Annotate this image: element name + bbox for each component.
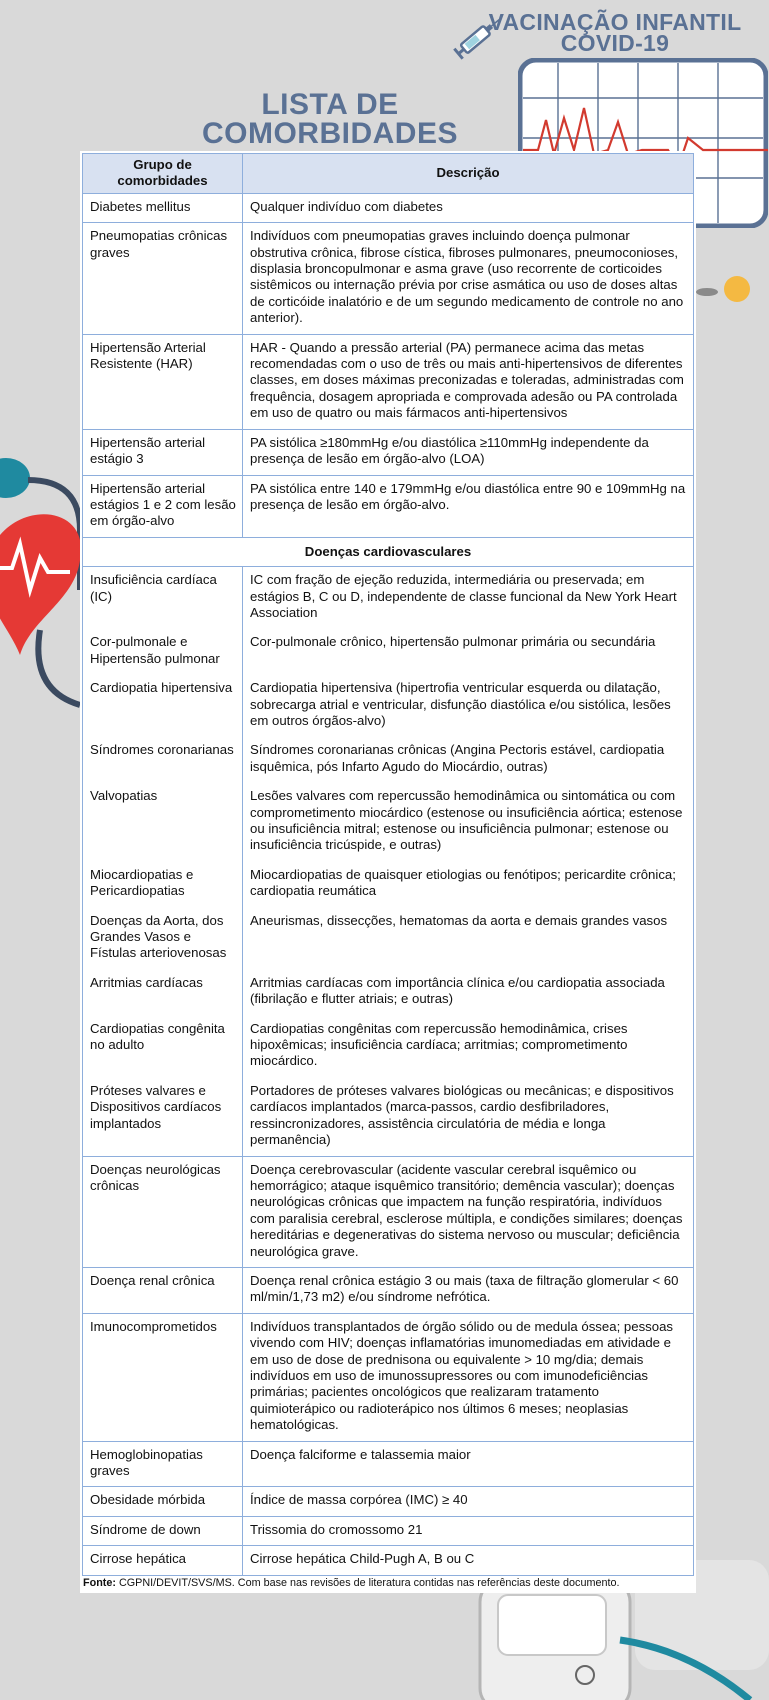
row-description-cell: Lesões valvares com repercussão hemodinâmica ou sintomática ou com comprometimento miocárdico (estenose ou insuficiência aórtica; estenose ou insuficiência mitral; estenose ou insuficiência pulmonar; estenose ou insuficiência tricúspide, e outras) [243,783,694,862]
table-row [83,567,694,629]
section-row [83,537,694,566]
table-row [83,1313,694,1441]
campaign-title-line2: COVID-19 [560,30,670,56]
table-row [83,334,694,429]
table-row [83,475,694,537]
row-group-cell: Obesidade mórbida [83,1487,243,1516]
row-description-cell: Cardiopatias congênitas com repercussão hemodinâmica, crises hipoxêmicas; insuficiência cardíaca; arritmias; comprometimento miocárdico. [243,1015,694,1077]
row-group-cell: Doença renal crônica [83,1267,243,1313]
row-group-cell: Imunocomprometidos [83,1313,243,1441]
table-row [83,861,694,907]
table-row [83,1487,694,1516]
source-label: Fonte: [83,1576,116,1589]
row-group-cell: Arritmias cardíacas [83,969,243,1015]
row-description-cell: Indivíduos transplantados de órgão sólido ou de medula óssea; pessoas vivendo com HIV; doenças inflamatórias imunomediadas em atividade e em uso de dose de prednisona ou equivalente > 10 mg/dia; demais indivíduos em uso de imunossupressores ou com imunodeficiências primárias; pacientes oncológicos que realizaram tratamento quimioterápico ou radioterápico nos últimos 6 meses; neoplasias hematológicas. [243,1313,694,1441]
row-group-cell: Hemoglobinopatias graves [83,1441,243,1487]
row-group-cell: Cardiopatias congênita no adulto [83,1015,243,1077]
page-title [180,90,480,148]
row-group-cell: Síndrome de down [83,1516,243,1545]
row-description-cell: HAR - Quando a pressão arterial (PA) permanece acima das metas recomendadas com o uso de três ou mais anti-hipertensivos de diferentes classes, em doses máximas preconizadas e toleradas, administradas com frequência, dosagem apropriada e comprovada adesão ou PA controlada em uso de quatro ou mais fármacos anti-hipertensivos [243,334,694,429]
table-row [83,969,694,1015]
comorbidities-document [80,151,696,1593]
table-row [83,1015,694,1077]
row-description-cell: PA sistólica entre 140 e 179mmHg e/ou diastólica entre 90 e 109mmHg na presença de lesão em órgão-alvo. [243,475,694,537]
comorbidities-table [82,153,694,1576]
row-description-cell: Cor-pulmonale crônico, hipertensão pulmonar primária ou secundária [243,629,694,675]
table-row [83,429,694,475]
column-header-description: Descrição [243,154,694,194]
table-row [83,1267,694,1313]
row-group-cell: Miocardiopatias e Pericardiopatias [83,861,243,907]
table-header-row [83,154,694,194]
row-group-cell: Hipertensão arterial estágio 3 [83,429,243,475]
row-description-cell: Cirrose hepática Child-Pugh A, B ou C [243,1546,694,1575]
row-description-cell: Cardiopatia hipertensiva (hipertrofia ventricular esquerda ou dilatação, sobrecarga atrial e ventricular, disfunção diastólica e/ou sistólica, lesões em outros órgãos-alvo) [243,675,694,737]
row-group-cell: Cardiopatia hipertensiva [83,675,243,737]
table-row [83,675,694,737]
table-row [83,1546,694,1575]
row-group-cell: Próteses valvares e Dispositivos cardíacos implantados [83,1077,243,1156]
table-row [83,1441,694,1487]
row-description-cell: Doença falciforme e talassemia maior [243,1441,694,1487]
row-group-cell: Insuficiência cardíaca (IC) [83,567,243,629]
table-row [83,1077,694,1156]
source-text: CGPNI/DEVIT/SVS/MS. Com base nas revisões de literatura contidas nas referências deste documento. [115,1576,620,1589]
row-description-cell: Portadores de próteses valvares biológicas ou mecânicas; e dispositivos cardíacos implantados (marca-passos, cardio desfibriladores, ressincronizadores, assistência circulatória de média e longa permanência) [243,1077,694,1156]
row-description-cell: Qualquer indivíduo com diabetes [243,193,694,222]
page-title-line2: COMORBIDADES [201,117,458,150]
table-row [83,907,694,969]
table-row [83,737,694,783]
source-note [82,1576,694,1589]
page-title-line1: LISTA DE [261,88,399,121]
table-row [83,223,694,334]
stethoscope-heart-icon [0,440,90,710]
row-description-cell: PA sistólica ≥180mmHg e/ou diastólica ≥110mmHg independente da presença de lesão em órgão-alvo (LOA) [243,429,694,475]
row-description-cell: Indivíduos com pneumopatias graves incluindo doença pulmonar obstrutiva crônica, fibrose cística, fibroses pulmonares, pneumoconioses, displasia broncopulmonar e asma grave (uso recorrente de corticoides sistêmicos ou internação prévia por crise asmática ou uso de doses altas de corticóide inalatório e de um segundo medicamento de controle no ano anterior). [243,223,694,334]
row-description-cell: IC com fração de ejeção reduzida, intermediária ou preservada; em estágios B, C ou D, independente de classe funcional da New York Heart Association [243,567,694,629]
row-group-cell: Hipertensão Arterial Resistente (HAR) [83,334,243,429]
row-description-cell: Síndromes coronarianas crônicas (Angina Pectoris estável, cardiopatia isquêmica, pós Infarto Agudo do Miocárdio, outras) [243,737,694,783]
row-description-cell: Doença renal crônica estágio 3 ou mais (taxa de filtração glomerular < 60 ml/min/1,73 m2) e/ou síndrome nefrótica. [243,1267,694,1313]
row-group-cell: Valvopatias [83,783,243,862]
table-row [83,783,694,862]
row-description-cell: Arritmias cardíacas com importância clínica e/ou cardiopatia associada (fibrilação e flutter atriais; e outras) [243,969,694,1015]
campaign-title [465,9,765,56]
row-group-cell: Doenças da Aorta, dos Grandes Vasos e Fístulas arteriovenosas [83,907,243,969]
row-group-cell: Doenças neurológicas crônicas [83,1156,243,1267]
column-header-group: Grupo de comorbidades [83,154,243,194]
table-row [83,1516,694,1545]
row-group-cell: Síndromes coronarianas [83,737,243,783]
table-row [83,629,694,675]
row-group-cell: Cor-pulmonale e Hipertensão pulmonar [83,629,243,675]
campaign-title-line1: VACINAÇÃO INFANTIL [488,9,742,35]
row-group-cell: Hipertensão arterial estágios 1 e 2 com lesão em órgão-alvo [83,475,243,537]
row-description-cell: Miocardiopatias de quaisquer etiologias ou fenótipos; pericardite crônica; cardiopatia reumática [243,861,694,907]
decorative-dots-icon [695,272,755,308]
row-group-cell: Pneumopatias crônicas graves [83,223,243,334]
row-group-cell: Cirrose hepática [83,1546,243,1575]
table-row [83,193,694,222]
row-group-cell: Diabetes mellitus [83,193,243,222]
row-description-cell: Doença cerebrovascular (acidente vascular cerebral isquêmico ou hemorrágico; ataque isquêmico transitório; demência vascular); doenças neurológicas crônicas que impactem na função respiratória, indivíduos com paralisia cerebral, esclerose múltipla, e condições similares; doenças hereditárias e degenerativas do sistema nervoso ou muscular; deficiência neurológica grave. [243,1156,694,1267]
table-row [83,1156,694,1267]
row-description-cell: Trissomia do cromossomo 21 [243,1516,694,1545]
row-description-cell: Aneurismas, dissecções, hematomas da aorta e demais grandes vasos [243,907,694,969]
row-description-cell: Índice de massa corpórea (IMC) ≥ 40 [243,1487,694,1516]
section-title-cardiovascular: Doenças cardiovasculares [83,537,694,566]
